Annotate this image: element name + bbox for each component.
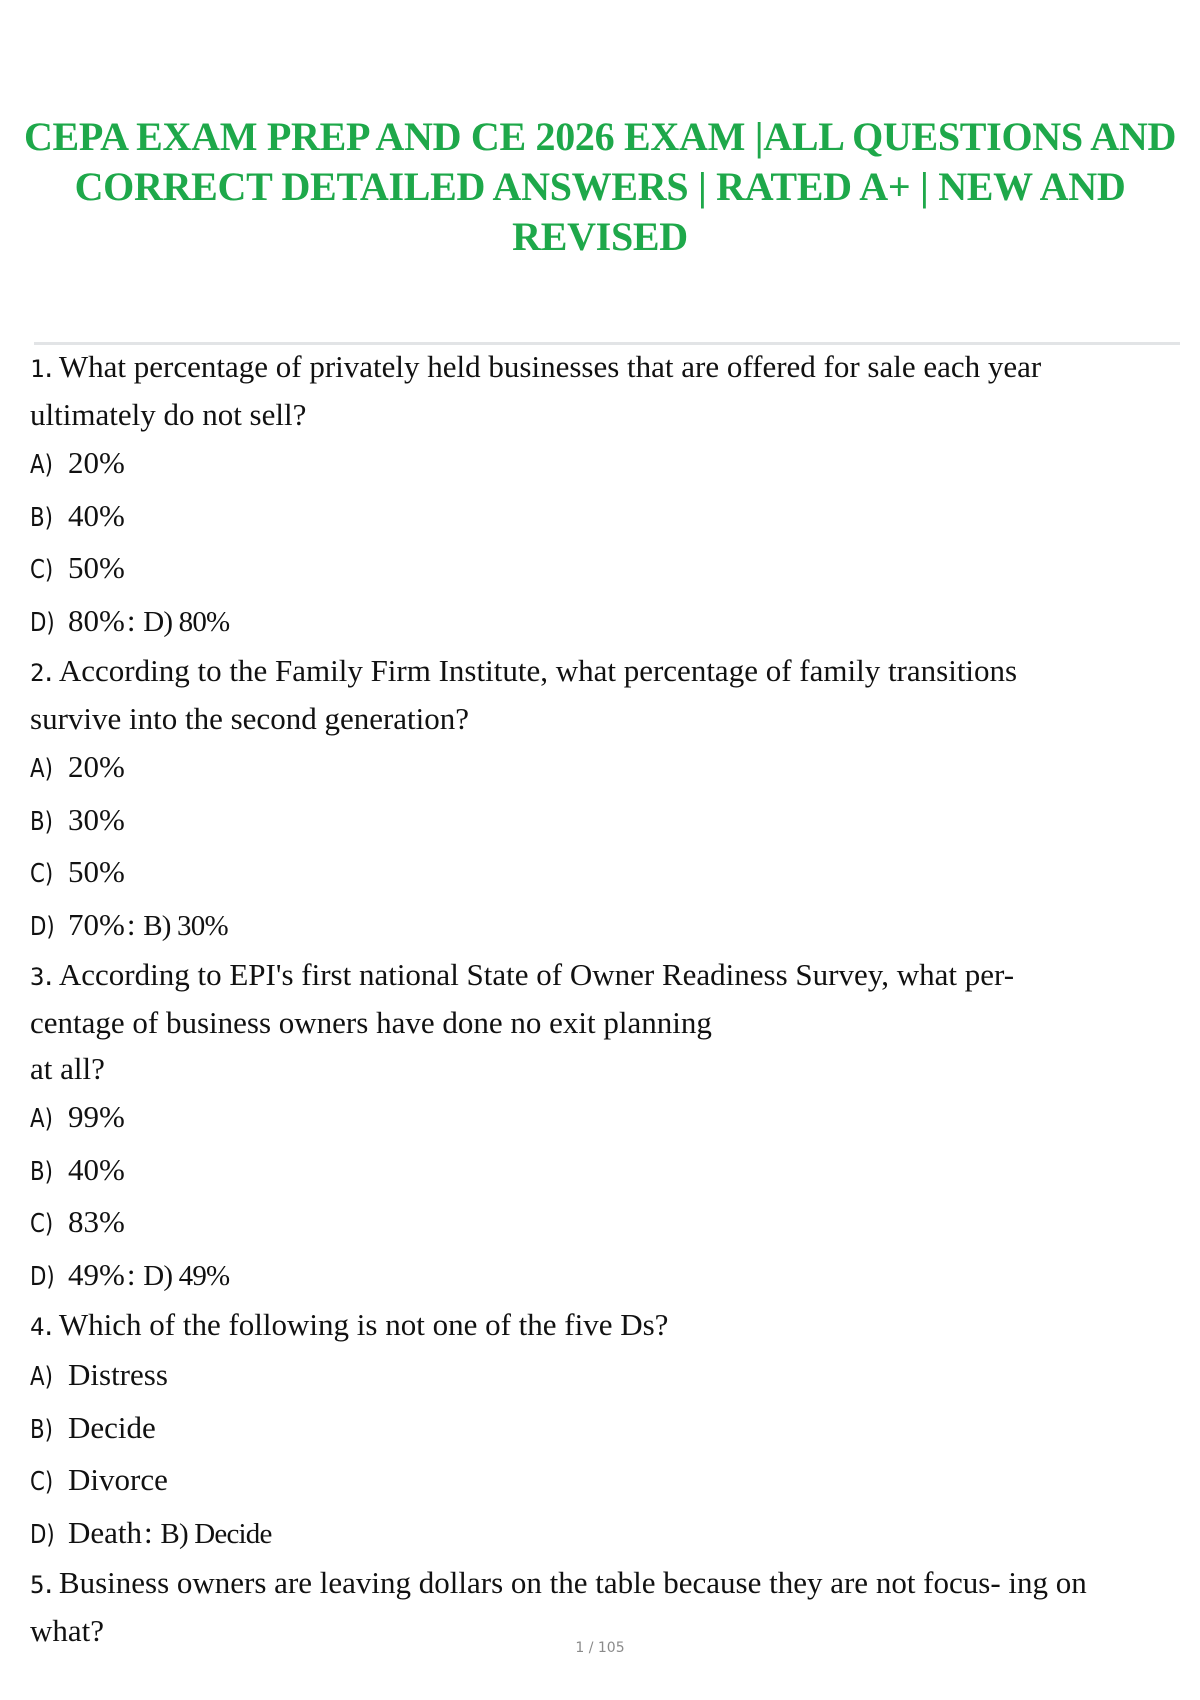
correct-answer: D) 80%	[143, 605, 230, 638]
option-text: 20%	[68, 749, 125, 784]
question-text-line	[30, 648, 1180, 696]
option-text: 49%	[68, 1256, 125, 1292]
option-text: 30%	[68, 801, 125, 837]
answer-separator: :	[126, 1256, 144, 1292]
option-text: 99%	[68, 1099, 125, 1134]
title-line: CORRECT DETAILED ANSWERS | RATED A+ | NEW AND	[74, 164, 1126, 209]
question-text-line: centage of business owners have done no exit planning	[30, 1005, 712, 1040]
question-text-line	[30, 1560, 1180, 1608]
option-row	[30, 900, 1180, 953]
option-row	[30, 596, 1180, 649]
question-text: According to the Family Firm Institute, what percentage of family transitions	[58, 653, 1018, 688]
option-row	[30, 1508, 1180, 1561]
option-letter: D)	[30, 1261, 55, 1292]
option-letter: D)	[30, 911, 55, 942]
option-row	[30, 543, 1180, 596]
question-text-line	[30, 344, 1180, 392]
question-text-line: what?	[30, 1613, 105, 1648]
question-text: Business owners are leaving dollars on the table because they are not focus- ing on	[58, 1565, 1087, 1600]
answer-separator: :	[126, 906, 144, 942]
option-row	[30, 1250, 1180, 1303]
option-text: Decide	[68, 1409, 156, 1445]
option-row	[30, 795, 1180, 848]
title-line: REVISED	[512, 214, 688, 259]
option-text: 40%	[68, 1151, 125, 1187]
question-number: 2.	[30, 659, 53, 687]
option-letter: A)	[30, 1104, 53, 1134]
option-row	[30, 1455, 1180, 1508]
question-text-line: survive into the second generation?	[30, 701, 470, 736]
option-letter: A)	[30, 1362, 53, 1392]
correct-answer: B) Decide	[160, 1517, 272, 1550]
title-line: CEPA EXAM PREP AND CE 2026 EXAM |ALL QUESTIONS AND	[23, 114, 1177, 159]
question-block	[30, 1302, 1180, 1560]
question-text-line: ultimately do not sell?	[30, 397, 307, 432]
question-number: 1.	[30, 355, 53, 383]
option-text: Death	[68, 1514, 143, 1550]
option-letter: A)	[30, 450, 53, 480]
question-text-line	[30, 1302, 1180, 1350]
option-text: 20%	[68, 445, 125, 480]
option-row	[30, 1350, 1180, 1403]
option-row	[30, 1403, 1180, 1456]
answer-separator: :	[144, 1514, 161, 1550]
option-text: 40%	[68, 497, 125, 533]
question-block	[30, 648, 1180, 952]
option-text: 50%	[68, 854, 125, 889]
option-letter: B)	[30, 502, 53, 533]
option-row	[30, 1092, 1180, 1145]
question-text: What percentage of privately held businesses that are offered for sale each year	[58, 349, 1042, 384]
option-text: 70%	[68, 906, 125, 942]
option-letter: B)	[30, 1156, 53, 1187]
correct-answer: B) 30%	[143, 909, 228, 942]
option-text: Distress	[68, 1357, 168, 1392]
question-list	[30, 344, 1180, 1654]
option-text: 83%	[68, 1204, 125, 1239]
option-letter: C)	[30, 1467, 54, 1497]
option-letter: C)	[30, 1209, 54, 1239]
question-block	[30, 344, 1180, 648]
question-block	[30, 952, 1180, 1302]
document-title	[20, 112, 1180, 262]
answer-separator: :	[126, 602, 144, 638]
option-text: 80%	[68, 602, 125, 638]
option-text: 50%	[68, 550, 125, 585]
option-letter: D)	[30, 607, 55, 638]
option-text: Divorce	[68, 1462, 168, 1497]
question-text: According to EPI's first national State of Owner Readiness Survey, what per-	[58, 957, 1015, 992]
question-number: 4.	[30, 1313, 53, 1341]
option-row	[30, 491, 1180, 544]
question-number: 3.	[30, 963, 53, 991]
option-row	[30, 1145, 1180, 1198]
page-indicator: 1 / 105	[575, 1640, 625, 1656]
question-text-line	[30, 952, 1180, 1000]
option-letter: C)	[30, 555, 54, 585]
option-row	[30, 742, 1180, 795]
option-letter: B)	[30, 1414, 53, 1445]
option-row	[30, 438, 1180, 491]
option-letter: B)	[30, 806, 53, 837]
option-row	[30, 1197, 1180, 1250]
option-row	[30, 847, 1180, 900]
option-letter: C)	[30, 859, 54, 889]
question-number: 5.	[30, 1571, 53, 1599]
option-letter: A)	[30, 754, 53, 784]
correct-answer: D) 49%	[143, 1259, 230, 1292]
question-text: Which of the following is not one of the five Ds?	[58, 1307, 669, 1342]
question-text-line: at all?	[30, 1051, 105, 1086]
option-letter: D)	[30, 1519, 55, 1550]
